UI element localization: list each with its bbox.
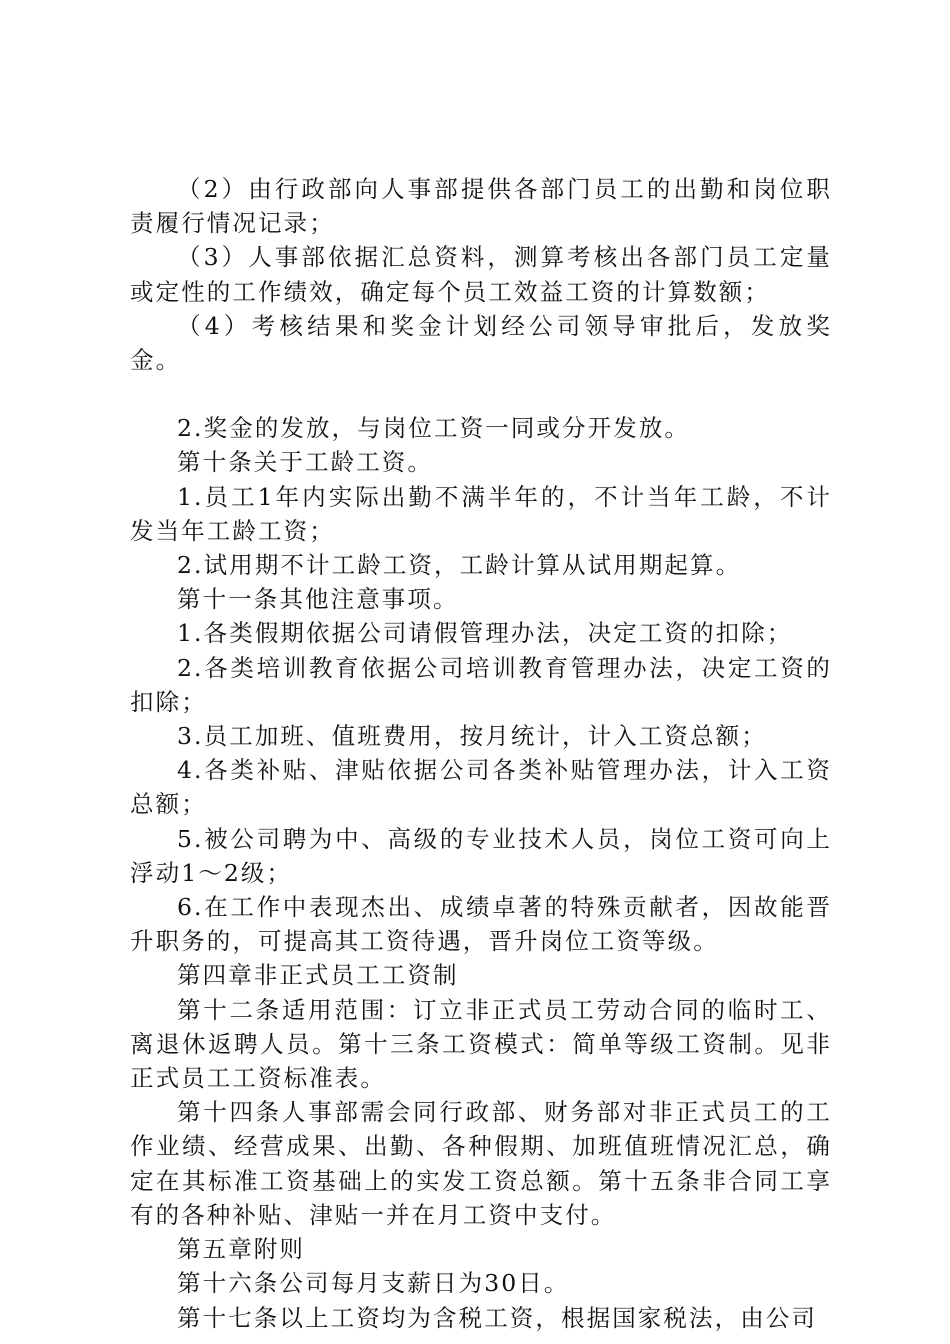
paragraph: 2.奖金的发放，与岗位工资一同或分开发放。 <box>177 414 691 443</box>
paragraph: 5.被公司聘为中、高级的专业技术人员，岗位工资可向上浮动1～2级； <box>130 824 832 887</box>
paragraph: 6.在工作中表现杰出、成绩卓著的特殊贡献者，因故能晋升职务的，可提高其工资待遇，晋升岗位工资等级。 <box>130 893 832 956</box>
paragraph: 4.各类补贴、津贴依据公司各类补贴管理办法，计入工资总额； <box>130 756 832 819</box>
paragraph: （3）人事部依据汇总资料，测算考核出各部门员工定量或定性的工作绩效，确定每个员工效益工资的计算数额； <box>130 243 832 306</box>
paragraph: 1.各类假期依据公司请假管理办法，决定工资的扣除； <box>177 619 793 648</box>
document-body <box>130 172 832 1335</box>
chapter-heading: 第四章非正式员工工资制 <box>177 961 459 990</box>
paragraph: 第十二条适用范围：订立非正式员工劳动合同的临时工、离退休返聘人员。第十三条工资模式：简单等级工资制。见非正式员工工资标准表。 <box>130 995 832 1093</box>
paragraph: （2）由行政部向人事部提供各部门员工的出勤和岗位职责履行情况记录； <box>130 175 832 238</box>
paragraph: 1.员工1年内实际出勤不满半年的，不计当年工龄，不计发当年工龄工资； <box>130 482 832 545</box>
paragraph: 2.试用期不计工龄工资，工龄计算从试用期起算。 <box>177 551 742 580</box>
paragraph: 3.员工加班、值班费用，按月统计，计入工资总额； <box>177 722 767 751</box>
article-heading: 第十条关于工龄工资。 <box>177 448 433 477</box>
article-heading: 第十一条其他注意事项。 <box>177 585 459 614</box>
chapter-heading: 第五章附则 <box>177 1235 305 1264</box>
paragraph: 第十四条人事部需会同行政部、财务部对非正式员工的工作业绩、经营成果、出勤、各种假期、加班值班情况汇总，确定在其标准工资基础上的实发工资总额。第十五条非合同工享有的各种补贴、津贴一并在月工资中支付。 <box>130 1098 832 1229</box>
paragraph: （4）考核结果和奖金计划经公司领导审批后，发放奖金。 <box>130 311 832 375</box>
paragraph: 第十七条以上工资均为含税工资，根据国家税法，由公司 <box>177 1303 817 1332</box>
paragraph: 第十六条公司每月支薪日为30日。 <box>177 1269 570 1298</box>
paragraph: 2.各类培训教育依据公司培训教育管理办法，决定工资的扣除； <box>130 653 832 716</box>
